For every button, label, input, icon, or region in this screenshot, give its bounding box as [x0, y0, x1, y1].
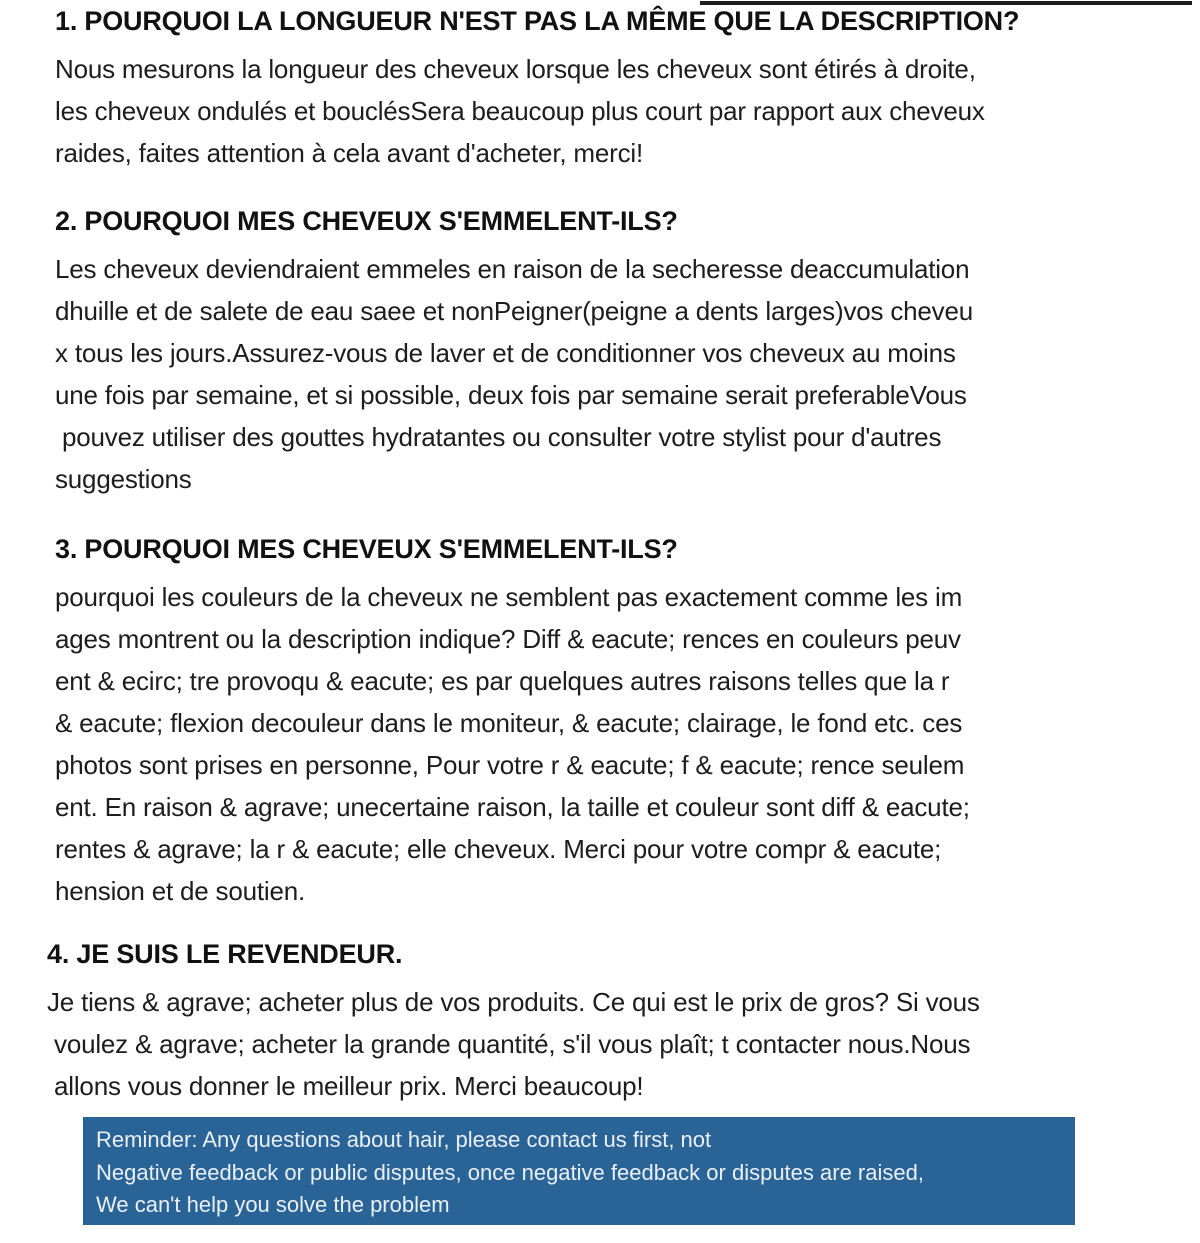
- faq-line: ent & ecirc; tre provoqu & eacute; es par quelques autres raisons telles que la r: [55, 666, 950, 696]
- faq-line: ent. En raison & agrave; unecertaine raison, la taille et couleur sont diff & eacute;: [55, 792, 970, 822]
- faq-line: raides, faites attention à cela avant d'acheter, merci!: [55, 138, 643, 168]
- faq-line: suggestions: [55, 464, 192, 494]
- reminder-line: Reminder: Any questions about hair, please contact us first, not: [96, 1127, 712, 1152]
- faq-line: pouvez utiliser des gouttes hydratantes ou consulter votre stylist pour d'autres: [55, 422, 942, 452]
- faq-section-reseller: [47, 933, 980, 1107]
- faq-section-color: [55, 528, 970, 912]
- faq-heading: 2. POURQUOI MES CHEVEUX S'EMMELENT-ILS?: [55, 206, 678, 236]
- faq-line: & eacute; flexion decouleur dans le moniteur, & eacute; clairage, le fond etc. ces: [55, 708, 963, 738]
- faq-line: hension et de soutien.: [55, 876, 306, 906]
- faq-line: Les cheveux deviendraient emmeles en raison de la secheresse deaccumulation: [55, 254, 970, 284]
- faq-section-length: [55, 0, 1019, 174]
- faq-line: les cheveux ondulés et bouclésSera beaucoup plus court par rapport aux cheveux: [55, 96, 985, 126]
- faq-line: ages montrent ou la description indique? Diff & eacute; rences en couleurs peuv: [55, 624, 961, 654]
- faq-line: allons vous donner le meilleur prix. Merci beaucoup!: [47, 1071, 644, 1101]
- faq-heading: 3. POURQUOI MES CHEVEUX S'EMMELENT-ILS?: [55, 534, 678, 564]
- faq-heading: 1. POURQUOI LA LONGUEUR N'EST PAS LA MÊME QUE LA DESCRIPTION?: [55, 6, 1020, 36]
- faq-heading: 4. JE SUIS LE REVENDEUR.: [47, 939, 403, 969]
- faq-line: Je tiens & agrave; acheter plus de vos produits. Ce qui est le prix de gros? Si vous: [47, 987, 980, 1017]
- reminder-line: Negative feedback or public disputes, once negative feedback or disputes are raised,: [96, 1159, 924, 1185]
- faq-line: x tous les jours.Assurez-vous de laver et de conditionner vos cheveux au moins: [55, 338, 956, 368]
- faq-line: voulez & agrave; acheter la grande quantité, s'il vous plaît; t contacter nous.Nous: [47, 1029, 971, 1059]
- reminder-box: [83, 1117, 1075, 1225]
- faq-section-tangling: [55, 200, 973, 500]
- faq-line: rentes & agrave; la r & eacute; elle cheveux. Merci pour votre compr & eacute;: [55, 834, 942, 864]
- faq-line: dhuille et de salete de eau saee et nonPeigner(peigne a dents larges)vos cheveu: [55, 296, 973, 326]
- faq-line: pourquoi les couleurs de la cheveux ne semblent pas exactement comme les im: [55, 582, 963, 612]
- faq-line: photos sont prises en personne, Pour votre r & eacute; f & eacute; rence seulem: [55, 750, 965, 780]
- faq-line: une fois par semaine, et si possible, deux fois par semaine serait preferableVous: [55, 380, 967, 410]
- reminder-line: We can't help you solve the problem: [96, 1192, 450, 1217]
- faq-line: Nous mesurons la longueur des cheveux lorsque les cheveux sont étirés à droite,: [55, 54, 976, 84]
